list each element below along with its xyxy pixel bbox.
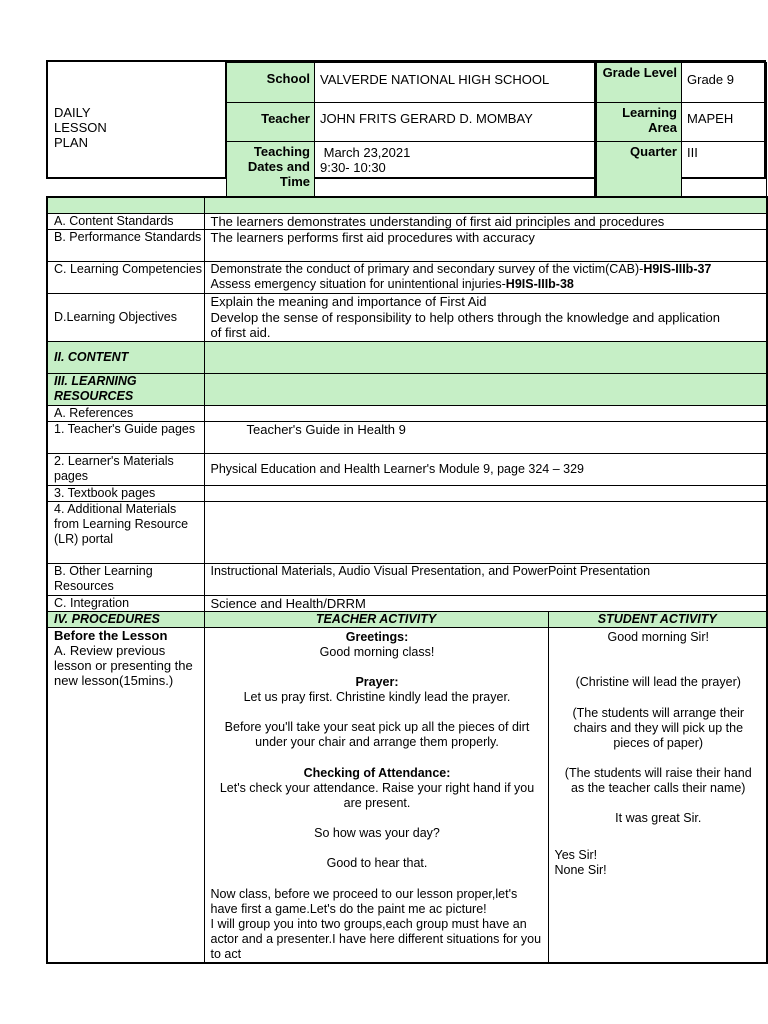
- competency-1: Demonstrate the conduct of primary and secondary survey of the victim(CAB)-H9IS-IIIb-37: [210, 262, 712, 276]
- teacher-activity-header: TEACHER ACTIVITY: [204, 611, 548, 627]
- teachers-guide-label: 1. Teacher's Guide pages: [47, 421, 204, 453]
- chairs-reply: (The students will arrange their chairs and they will pick up the pieces of paper): [572, 705, 745, 750]
- teaching-dates-label: Teaching Dates and Time: [227, 142, 315, 201]
- teacher-label: Teacher: [227, 103, 315, 142]
- performance-standards-value: The learners performs first aid procedures with accuracy: [204, 230, 767, 262]
- game-intro-text: Now class, before we proceed to our lesson proper,let's have first a game.Let's do the paint me ac picture!: [210, 886, 518, 916]
- teacher-value: JOHN FRITS GERARD D. MOMBAY: [315, 103, 596, 142]
- teachers-guide-value: Teacher's Guide in Health 9: [204, 421, 767, 453]
- learners-materials-row: [47, 453, 767, 485]
- additional-materials-row: [47, 501, 767, 563]
- other-resources-row: [47, 563, 767, 595]
- procedures-header-row: [47, 611, 767, 627]
- learning-area-label: Learning Area: [596, 103, 682, 142]
- learning-resources-section-row: [47, 373, 767, 405]
- quarter-label: Quarter: [596, 142, 682, 201]
- attendance-title: Checking of Attendance:: [303, 765, 451, 780]
- procedure-step-label: [47, 627, 204, 963]
- learning-objectives-label: D.Learning Objectives: [47, 294, 204, 342]
- review-lesson-label: A. Review previous lesson or presenting the new lesson(15mins.): [54, 642, 193, 688]
- title-line: LESSON: [54, 120, 107, 135]
- good-to-hear-text: Good to hear that.: [326, 856, 428, 871]
- none-reply: None Sir!: [554, 862, 607, 877]
- lesson-plan-header: [46, 60, 766, 189]
- teacher-activity-cell: [204, 627, 548, 963]
- day-question-text: So how was your day?: [314, 826, 440, 841]
- procedures-label: IV. PROCEDURES: [47, 611, 204, 627]
- daily-lesson-plan-title: [54, 105, 107, 150]
- header-info-grid: [226, 62, 767, 201]
- performance-standards-label: B. Performance Standards: [47, 230, 204, 262]
- daily-lesson-plan-cell: [48, 62, 226, 179]
- learning-objectives-value: [204, 294, 767, 342]
- grade-level-value: Grade 9: [682, 63, 767, 103]
- quarter-value: III: [682, 142, 767, 201]
- yes-reply: Yes Sir!: [554, 847, 598, 862]
- grouping-text: I will group you into two groups,each group must have an actor and a presenter.I have here different situations for you to act: [210, 916, 542, 961]
- teachers-guide-row: [47, 421, 767, 453]
- competency-code: H9IS-IIIb-37: [643, 262, 712, 276]
- references-row: [47, 405, 767, 421]
- learning-competencies-label: C. Learning Competencies: [47, 262, 204, 294]
- learning-area-value: MAPEH: [682, 103, 767, 142]
- day-reply: It was great Sir.: [615, 811, 702, 826]
- performance-standards-row: [47, 230, 767, 262]
- teaching-date: March 23,2021: [320, 145, 411, 160]
- other-resources-value: Instructional Materials, Audio Visual Presentation, and PowerPoint Presentation: [204, 563, 767, 595]
- greetings-title: Greetings:: [345, 629, 409, 644]
- teaching-time: 9:30- 10:30: [320, 160, 386, 175]
- title-line: DAILY: [54, 105, 91, 120]
- learning-resources-label: III. LEARNING RESOURCES: [47, 373, 204, 405]
- learners-materials-value: Physical Education and Health Learner's Module 9, page 324 – 329: [204, 453, 767, 485]
- school-value: VALVERDE NATIONAL HIGH SCHOOL: [315, 63, 596, 103]
- additional-materials-label: 4. Additional Materials from Learning Resource (LR) portal: [47, 501, 204, 563]
- textbook-label: 3. Textbook pages: [47, 485, 204, 501]
- attendance-text: Let's check your attendance. Raise your right hand if you are present.: [219, 780, 535, 810]
- integration-value: Science and Health/DRRM: [204, 595, 767, 611]
- lesson-plan-table: [46, 196, 768, 964]
- content-section-label: II. CONTENT: [47, 341, 204, 373]
- objectives-header-row: [47, 197, 767, 214]
- integration-row: [47, 595, 767, 611]
- competency-2: Assess emergency situation for unintentional injuries-H9IS-IIIb-38: [210, 277, 574, 291]
- grade-level-label: Grade Level: [596, 63, 682, 103]
- learning-objectives-row: [47, 294, 767, 342]
- competency-code: H9IS-IIIb-38: [505, 277, 574, 291]
- attendance-reply: (The students will raise their hand as the teacher calls their name): [564, 766, 752, 796]
- prayer-reply: (Christine will lead the prayer): [575, 675, 741, 690]
- seat-instruction-text: Before you'll take your seat pick up all the pieces of dirt under your chair and arrange them properly.: [224, 720, 530, 750]
- greeting-reply: Good morning Sir!: [607, 629, 709, 644]
- learning-competencies-row: [47, 262, 767, 294]
- learners-materials-label: 2. Learner's Materials pages: [47, 453, 204, 485]
- content-section-row: [47, 341, 767, 373]
- title-line: PLAN: [54, 135, 88, 150]
- prayer-text: Let us pray first. Christine kindly lead the prayer.: [243, 689, 511, 704]
- other-resources-label: B. Other Learning Resources: [47, 563, 204, 595]
- student-activity-header: STUDENT ACTIVITY: [548, 611, 767, 627]
- student-activity-cell: [548, 627, 767, 963]
- content-standards-row: [47, 214, 767, 230]
- content-standards-label: A. Content Standards: [47, 214, 204, 230]
- before-lesson-label: Before the Lesson: [54, 627, 168, 643]
- learning-competencies-value: [204, 262, 767, 294]
- objective-item: Develop the sense of responsibility to help others through the knowledge and application of first aid.: [210, 309, 721, 340]
- content-standards-value: The learners demonstrates understanding of first aid principles and procedures: [204, 214, 767, 230]
- objective-item: Explain the meaning and importance of First Aid: [210, 294, 487, 309]
- textbook-row: [47, 485, 767, 501]
- teaching-dates-value: [315, 142, 596, 201]
- references-label: A. References: [47, 405, 204, 421]
- school-label: School: [227, 63, 315, 103]
- integration-label: C. Integration: [47, 595, 204, 611]
- procedure-row: [47, 627, 767, 963]
- greetings-text: Good morning class!: [319, 644, 435, 659]
- prayer-title: Prayer:: [355, 674, 399, 689]
